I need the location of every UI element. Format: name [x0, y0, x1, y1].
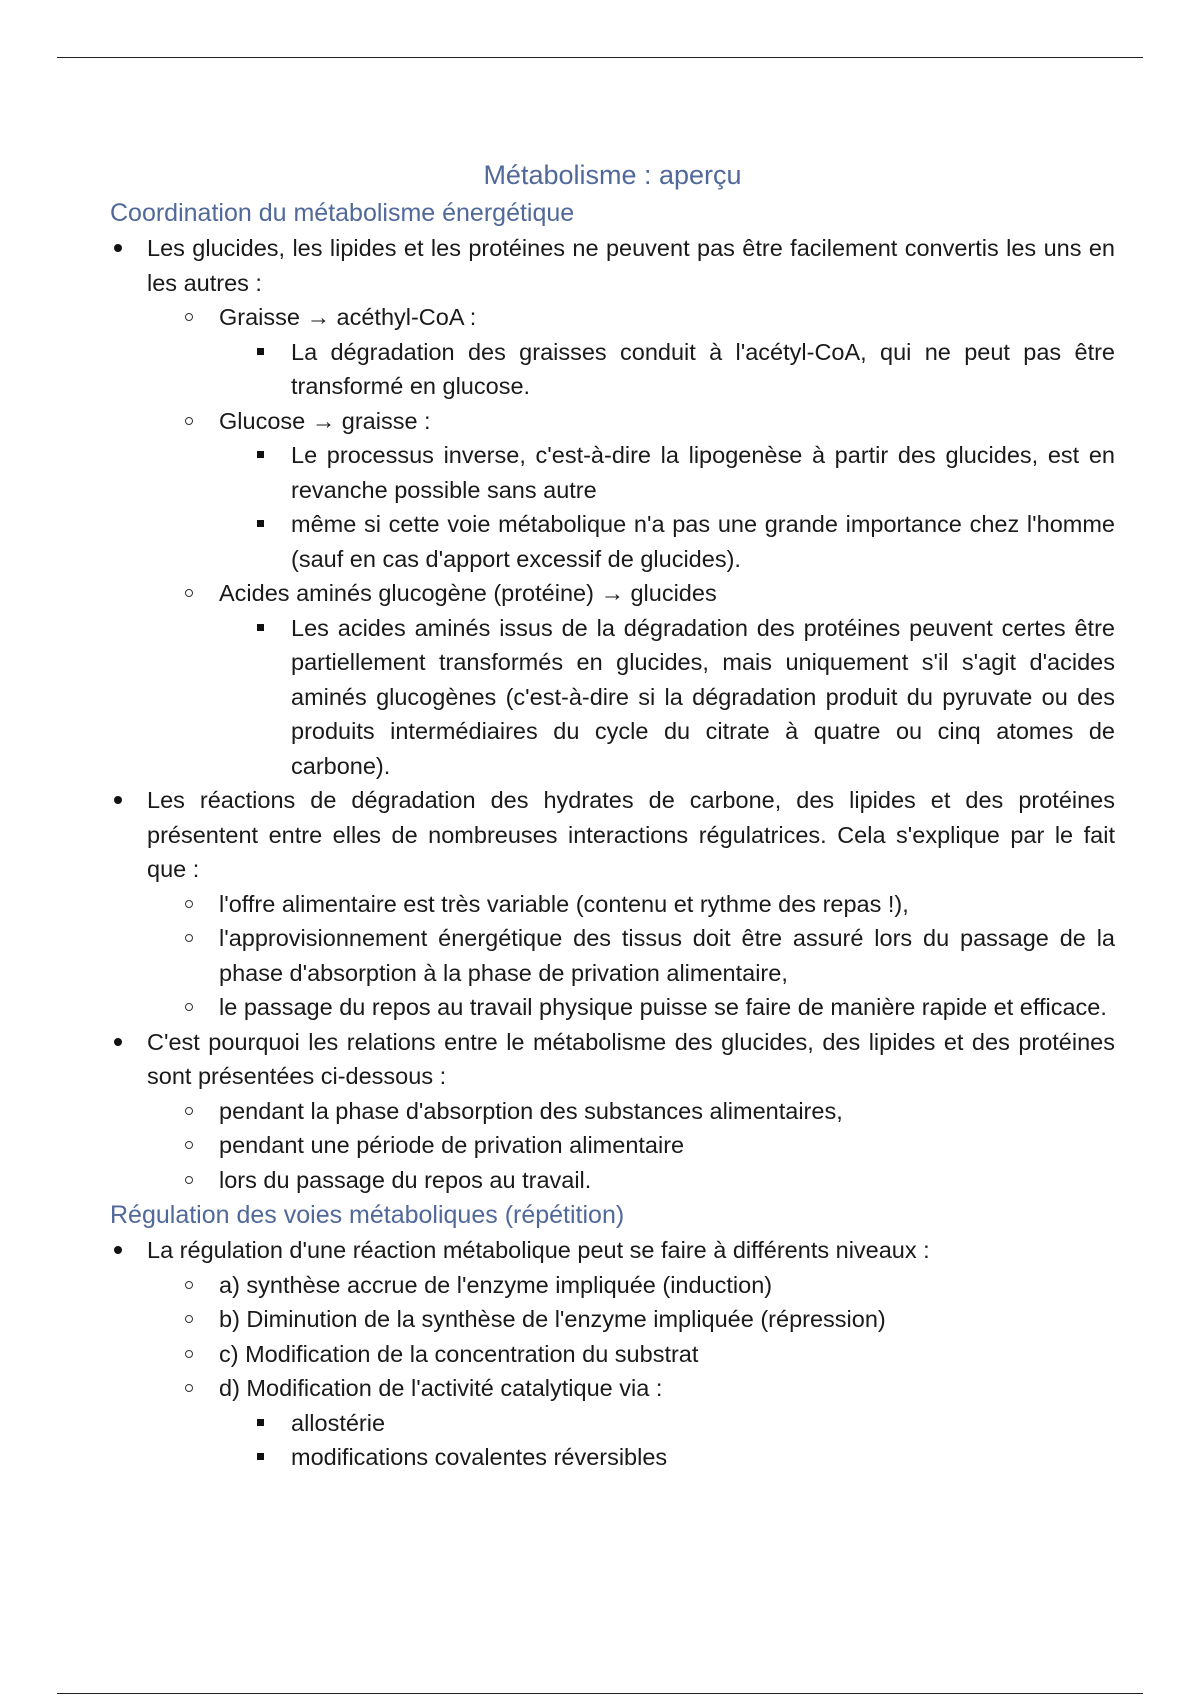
sub-sub-list-item: Les acides aminés issus de la dégradation des protéines peuvent certes être partiellement transformés en glucides, mais uniquement s'il s'agit d'acides aminés glucogènes (c'est-à-dire si la dégradation produit du pyruvate ou des produits intermédiaires du cycle du citrate à quatre ou cinq atomes de carbone). — [255, 611, 1115, 784]
list-item — [110, 231, 1115, 783]
sub-list — [147, 1094, 1115, 1198]
sub-list-item: c) Modification de la concentration du substrat — [183, 1337, 1115, 1372]
sub-list-item: pendant une période de privation alimentaire — [183, 1128, 1115, 1163]
sub-sub-list-item: modifications covalentes réversibles — [255, 1440, 1115, 1475]
sub-item-text: d) Modification de l'activité catalytique via : — [219, 1375, 663, 1401]
sub-list-item: lors du passage du repos au travail. — [183, 1163, 1115, 1198]
sub-sub-list-item: allostérie — [255, 1406, 1115, 1441]
section-heading-regulation: Régulation des voies métaboliques (répétition) — [110, 1201, 625, 1229]
top-rule — [57, 57, 1143, 58]
list-item — [110, 1233, 1115, 1475]
sub-sub-list — [219, 335, 1115, 404]
sub-list — [147, 887, 1115, 1025]
document-page — [110, 155, 1115, 1475]
bullet-text: C'est pourquoi les relations entre le métabolisme des glucides, des lipides et des protéines sont présentées ci-dessous : — [147, 1028, 1115, 1089]
bullet-text: Les glucides, les lipides et les protéines ne peuvent pas être facilement convertis les uns en les autres : — [147, 235, 1115, 296]
sub-list-item — [183, 300, 1115, 404]
bullet-text: La régulation d'une réaction métabolique peut se faire à différents niveaux : — [147, 1237, 930, 1263]
sub-sub-list-item: Le processus inverse, c'est-à-dire la lipogenèse à partir des glucides, est en revanche possible sans autre — [255, 438, 1115, 507]
section-heading-coordination: Coordination du métabolisme énergétique — [110, 199, 575, 227]
sub-list-item: le passage du repos au travail physique puisse se faire de manière rapide et efficace. — [183, 990, 1115, 1025]
sub-list-item: pendant la phase d'absorption des substances alimentaires, — [183, 1094, 1115, 1129]
sub-sub-list-item: même si cette voie métabolique n'a pas une grande importance chez l'homme (sauf en cas d'apport excessif de glucides). — [255, 507, 1115, 576]
sub-list-item — [183, 1371, 1115, 1475]
sub-list-item: l'approvisionnement énergétique des tissus doit être assuré lors du passage de la phase d'absorption à la phase de privation alimentaire, — [183, 921, 1115, 990]
sub-sub-list-item: La dégradation des graisses conduit à l'acétyl-CoA, qui ne peut pas être transformé en glucose. — [255, 335, 1115, 404]
bottom-rule — [57, 1693, 1143, 1694]
sub-list-item — [183, 404, 1115, 577]
list-item — [110, 783, 1115, 1025]
sub-item-text: Graisse → acéthyl-CoA : — [219, 304, 477, 330]
sub-sub-list — [219, 1406, 1115, 1475]
sub-list-item: a) synthèse accrue de l'enzyme impliquée (induction) — [183, 1268, 1115, 1303]
sub-item-text: Acides aminés glucogène (protéine) → glucides — [219, 580, 717, 606]
sub-list-item: l'offre alimentaire est très variable (contenu et rythme des repas !), — [183, 887, 1115, 922]
sub-list-item — [183, 576, 1115, 783]
sub-list — [147, 300, 1115, 783]
bullet-text: Les réactions de dégradation des hydrates de carbone, des lipides et des protéines présentent entre elles de nombreuses interactions régulatrices. Cela s'explique par le fait que : — [147, 787, 1115, 882]
page-title: Métabolisme : aperçu — [483, 160, 742, 190]
bullet-list — [110, 231, 1115, 1197]
sub-sub-list — [219, 611, 1115, 784]
sub-sub-list — [219, 438, 1115, 576]
sub-item-text: Glucose → graisse : — [219, 407, 431, 434]
bullet-list — [110, 1233, 1115, 1475]
list-item — [110, 1025, 1115, 1198]
sub-list-item: b) Diminution de la synthèse de l'enzyme impliquée (répression) — [183, 1302, 1115, 1337]
sub-list — [147, 1268, 1115, 1475]
